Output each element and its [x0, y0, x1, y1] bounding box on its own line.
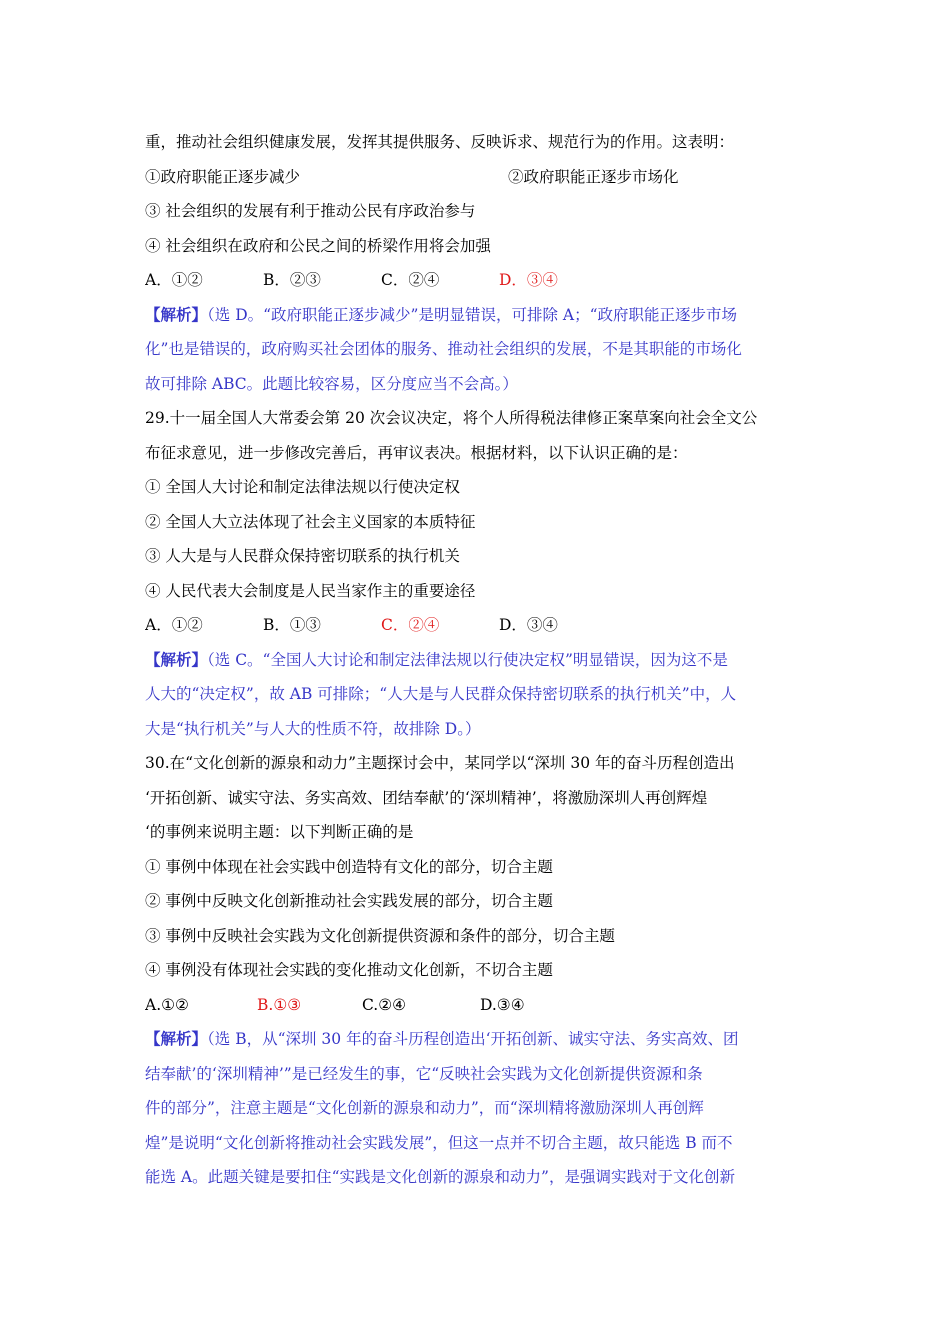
q30-answer-d: D.③④ — [480, 995, 525, 1014]
q30-analysis-line-4: 煌”是说明“文化创新将推动社会实践发展”，但这一点并不切合主题，故只能选 B 而不 — [145, 1133, 733, 1152]
q30-analysis-line-2: 结奉献’的‘深圳精神’”是已经发生的事，它“反映社会实践为文化创新提供资源和条 — [145, 1064, 703, 1083]
q28-analysis-line-3: 故可排除 ABC。此题比较容易，区分度应当不会高。） — [145, 374, 518, 393]
q30-stem-line-3: ‘的事例来说明主题：以下判断正确的是 — [145, 823, 414, 841]
q30-analysis-line-1 — [145, 1022, 810, 1057]
document-content — [145, 125, 810, 1195]
q30-analysis-line-5: 能选 A。此题关键是要扣住“实践是文化创新的源泉和动力”，是强调实践对于文化创新 — [145, 1168, 735, 1186]
q28-stem-continued: 重，推动社会组织健康发展，发挥其提供服务、反映诉求、规范行为的作用。这表明： — [145, 133, 735, 151]
q29-answer-a: A．①② — [145, 616, 203, 634]
q30-answer-c: C.②④ — [362, 995, 407, 1014]
q29-answers — [145, 608, 810, 643]
q30-answer-a: A.①② — [145, 995, 189, 1014]
q29-analysis-line-1 — [145, 643, 810, 678]
q28-answer-c: C．②④ — [381, 271, 440, 289]
q29-option-3: ③ 人大是与人民群众保持密切联系的执行机关 — [145, 547, 460, 565]
q30-analysis-tag: 【解析】 — [145, 1029, 208, 1048]
q29-answer-d: D．③④ — [499, 616, 558, 634]
q29-analysis-text-1: （选 C。“全国人大讨论和制定法律法规以行使决定权”明显错误，因为这不是 — [207, 650, 728, 669]
q29-answer-c-correct: C．②④ — [381, 616, 440, 634]
q28-option-4: ④ 社会组织在政府和公民之间的桥梁作用将会加强 — [145, 236, 491, 255]
q28-analysis-tag: 【解析】 — [145, 304, 208, 324]
q28-analysis-text-1: （选 D。“政府职能正逐步减少”是明显错误，可排除 A；“政府职能正逐步市场 — [207, 305, 738, 324]
q29-analysis-tag: 【解析】 — [145, 649, 208, 669]
q29-option-2: ② 全国人大立法体现了社会主义国家的本质特征 — [145, 512, 476, 531]
q29-analysis-line-3: 大是“执行机关”与人大的性质不符，故排除 D。） — [145, 719, 481, 738]
q29-stem-line-1: 29.十一届全国人大常委会第 20 次会议决定，将个人所得税法律修正案草案向社会全文公 — [145, 409, 758, 427]
q28-option-3: ③ 社会组织的发展有利于推动公民有序政治参与 — [145, 202, 476, 220]
q28-analysis-line-1 — [145, 298, 810, 333]
q30-option-1: ① 事例中体现在社会实践中创造特有文化的部分，切合主题 — [145, 857, 553, 876]
q29-option-4: ④ 人民代表大会制度是人民当家作主的重要途径 — [145, 581, 476, 600]
q28-option-1: ①政府职能正逐步减少 — [145, 167, 301, 186]
q29-option-1: ① 全国人大讨论和制定法律法规以行使决定权 — [145, 478, 460, 496]
q29-answer-b: B．①③ — [263, 616, 321, 634]
q28-answers — [145, 263, 810, 298]
q29-stem-line-2: 布征求意见，进一步修改完善后，再审议表决。根据材料，以下认识正确的是： — [145, 443, 688, 462]
q30-option-3: ③ 事例中反映社会实践为文化创新提供资源和条件的部分，切合主题 — [145, 926, 615, 945]
q28-option-2: ②政府职能正逐步市场化 — [508, 167, 679, 186]
q28-analysis-line-2: 化”也是错误的，政府购买社会团体的服务、推动社会组织的发展，不是其职能的市场化 — [145, 340, 742, 358]
q30-stem-line-1: 30.在“文化创新的源泉和动力”主题探讨会中，某同学以“深圳 30 年的奋斗历程创造出 — [145, 754, 735, 772]
q29-analysis-line-2: 人大的“决定权”，故 AB 可排除；“人大是与人民群众保持密切联系的执行机关”中，人 — [145, 685, 737, 703]
q30-answer-b-correct: B.①③ — [257, 995, 302, 1014]
q28-answer-d-correct: D．③④ — [499, 271, 558, 289]
q30-analysis-line-3: 件的部分”，注意主题是“文化创新的源泉和动力”，而“深圳精将激励深圳人再创辉 — [145, 1099, 704, 1117]
q30-option-4: ④ 事例没有体现社会实践的变化推动文化创新，不切合主题 — [145, 961, 553, 979]
q28-answer-a: A．①② — [145, 271, 203, 289]
q28-answer-b: B．②③ — [263, 271, 321, 289]
q30-stem-line-2: ‘开拓创新、诚实守法、务实高效、团结奉献’的‘深圳精神’，将激励深圳人再创辉煌 — [145, 788, 708, 807]
q30-answers — [145, 988, 810, 1023]
q30-analysis-text-1: （选 B，从“深圳 30 年的奋斗历程创造出‘开拓创新、诚实守法、务实高效、团 — [207, 1030, 739, 1048]
q28-options-row-1 — [145, 160, 810, 195]
q30-option-2: ② 事例中反映文化创新推动社会实践发展的部分，切合主题 — [145, 892, 553, 910]
